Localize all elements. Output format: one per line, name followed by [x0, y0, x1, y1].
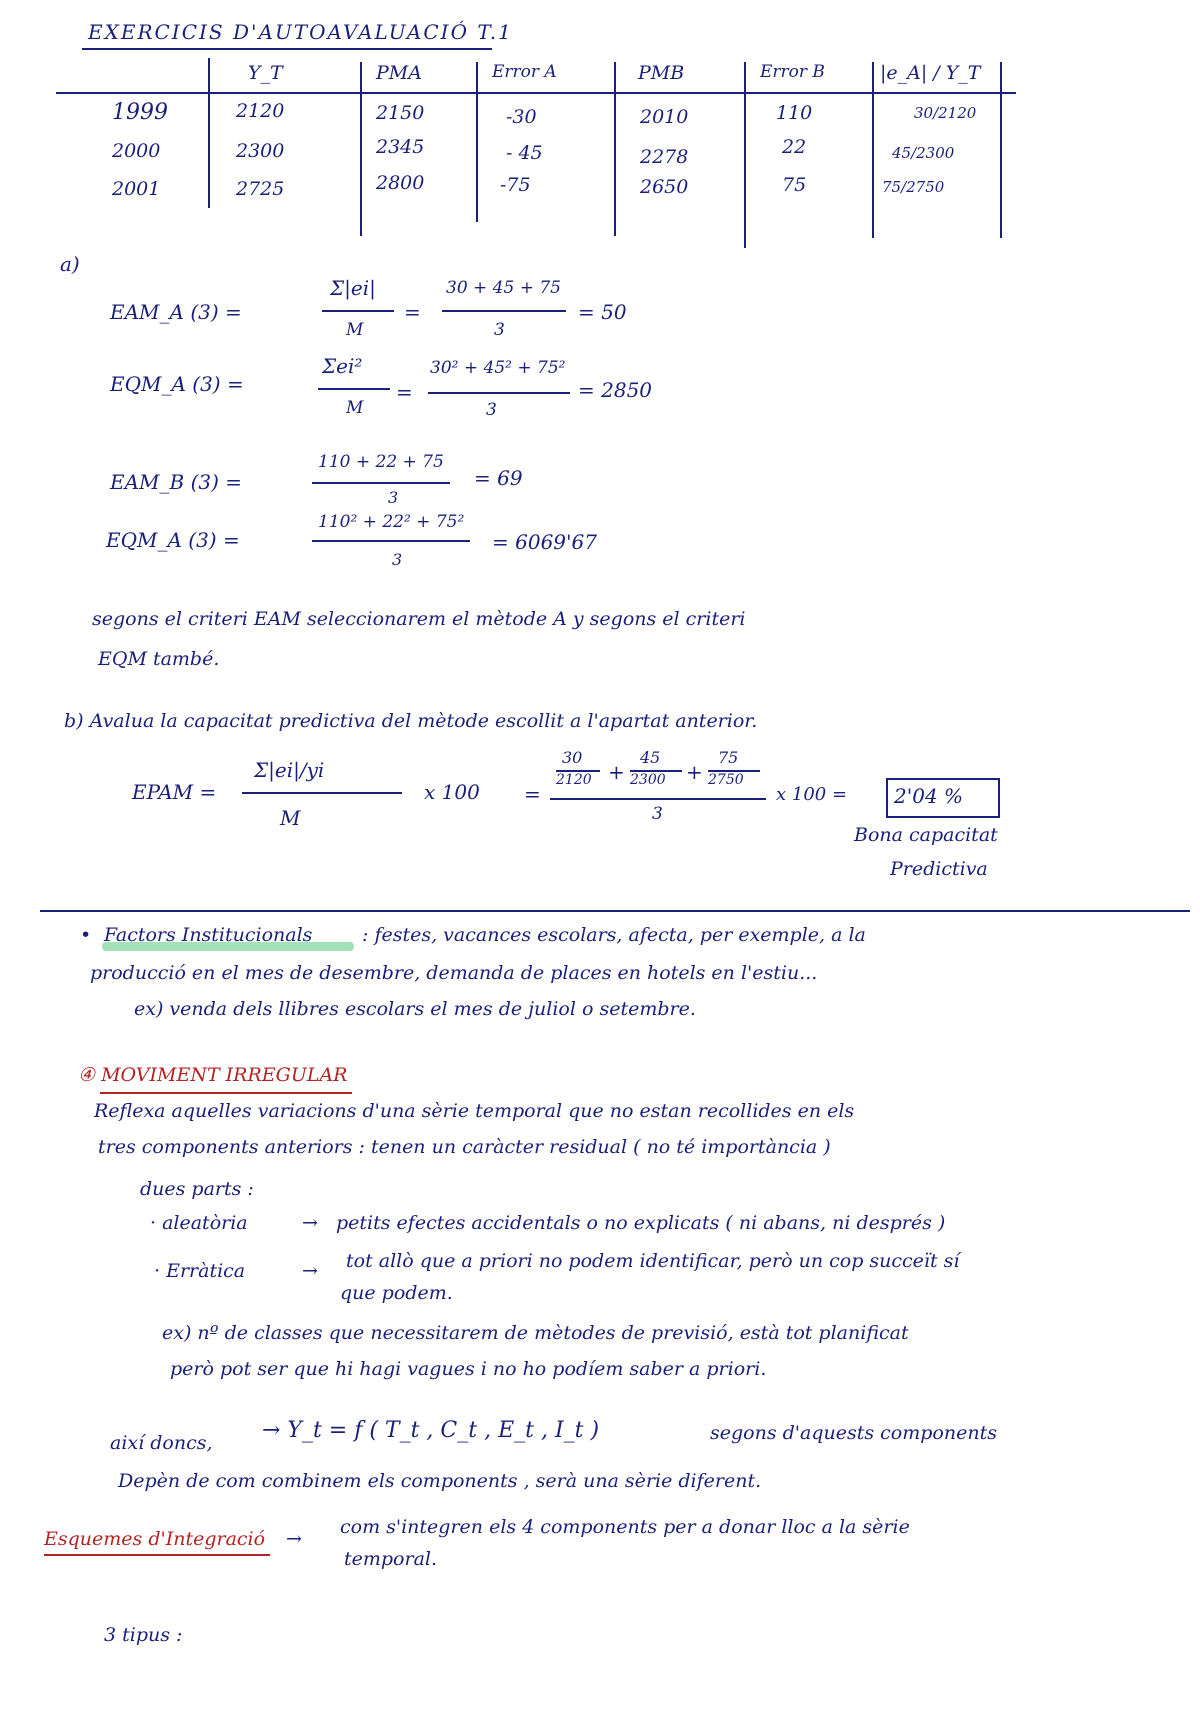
aleatoria-text: petits efectes accidentals o no explicats ( ni abans, ni després )	[336, 1212, 946, 1234]
eam-b-frac-den: 3	[388, 488, 399, 507]
eam-a-lhs: EAM_A (3) =	[110, 300, 242, 324]
institutional-text: : festes, vacances escolars, afecta, per exemple, a la	[362, 924, 866, 946]
eam-a-result: = 50	[578, 300, 627, 324]
eqm-a-frac2-num: 30² + 45² + 75²	[430, 358, 566, 378]
epam-eq: =	[524, 782, 541, 806]
table-cell: 2650	[640, 176, 689, 198]
prediction-note: Bona capacitat	[854, 824, 998, 846]
conclusion-line-2: EQM també.	[98, 648, 220, 670]
plus-sign: +	[608, 760, 625, 784]
fraction-bar	[428, 392, 570, 394]
term2-num: 45	[640, 748, 661, 767]
table-cell: 110	[776, 102, 813, 124]
institutional-title: Factors Institucionals	[104, 924, 313, 946]
formula-prefix: així doncs,	[110, 1432, 213, 1454]
aleatoria-label: · aleatòria	[150, 1212, 248, 1234]
three-types-label: 3 tipus :	[104, 1624, 183, 1646]
eqm-b-frac-den: 3	[392, 550, 403, 569]
times-100-eq: x 100 =	[776, 784, 848, 805]
eqm-a-lhs: EQM_A (3) =	[110, 372, 244, 396]
erratica-label: · Erràtica	[154, 1260, 246, 1282]
eqm-a-frac1-den: M	[346, 398, 364, 418]
conclusion-line-1: segons el criteri EAM seleccionarem el mètode A y segons el criteri	[92, 608, 746, 630]
parts-label: dues parts :	[140, 1178, 254, 1200]
eam-a-eq: =	[404, 300, 421, 324]
fraction-bar	[312, 540, 470, 542]
table-cell: 2150	[376, 102, 425, 124]
bullet: •	[80, 924, 92, 946]
table-cell: 2278	[640, 146, 689, 168]
table-cell: 2010	[640, 106, 689, 128]
section-divider	[40, 910, 1190, 912]
table-header-cell: PMA	[376, 62, 422, 84]
eqm-a-eq: =	[396, 380, 413, 404]
integration-label: Esquemes d'Integració	[44, 1528, 266, 1550]
table-cell: 22	[782, 136, 807, 158]
epam-frac-num: Σ|ei|/yi	[254, 758, 325, 782]
eam-a-frac2-num: 30 + 45 + 75	[446, 278, 561, 298]
label-underline	[44, 1554, 270, 1556]
formula-line-2: Depèn de com combinem els components , serà una sèrie diferent.	[118, 1470, 762, 1492]
fraction-bar	[318, 388, 390, 390]
eqm-b-frac-num: 110² + 22² + 75²	[318, 512, 465, 532]
fraction-bar	[312, 482, 450, 484]
eqm-a-frac2-den: 3	[486, 400, 497, 420]
part-b-statement: b) Avalua la capacitat predictiva del mètode escollit a l'apartat anterior.	[64, 710, 758, 732]
title-underline	[82, 48, 492, 50]
fraction-bar	[242, 792, 402, 794]
integration-text-1: com s'integren els 4 components per a donar lloc a la sèrie	[340, 1516, 910, 1538]
epam-result: 2'04 %	[894, 784, 964, 808]
table-divider	[744, 62, 746, 248]
integration-text-2: temporal.	[344, 1548, 438, 1570]
example-line-1: ex) nº de classes que necessitarem de mètodes de previsió, està tot planificat	[162, 1322, 909, 1344]
table-header-cell: Error B	[760, 62, 825, 82]
fraction-bar	[442, 310, 566, 312]
table-cell: -75	[500, 174, 531, 196]
eam-a-frac1-den: M	[346, 320, 364, 340]
table-divider	[872, 62, 874, 238]
institutional-line2: producció en el mes de desembre, demanda de places en hotels en l'estiu...	[90, 962, 818, 984]
table-divider	[614, 62, 616, 236]
table-cell: 2120	[236, 100, 285, 122]
table-header-cell: Error A	[492, 62, 557, 82]
eam-b-frac-num: 110 + 22 + 75	[318, 452, 444, 472]
table-divider	[476, 62, 478, 222]
table-header-cell: Y_T	[248, 62, 283, 84]
table-cell: 30/2120	[914, 104, 977, 122]
epam-frac-den: M	[280, 806, 301, 830]
table-cell: 2800	[376, 172, 425, 194]
table-header-cell: |e_A| / Y_T	[880, 62, 981, 84]
epam-lhs: EPAM =	[132, 780, 217, 804]
irregular-line-2: tres components anteriors : tenen un caràcter residual ( no té importància )	[98, 1136, 831, 1158]
table-cell: 2345	[376, 136, 425, 158]
composition-formula: → Y_t = f ( T_t , C_t , E_t , I_t )	[262, 1418, 600, 1443]
irregular-title: ④ MOVIMENT IRREGULAR	[78, 1064, 348, 1086]
part-a-label: a)	[60, 252, 80, 276]
irregular-line-1: Reflexa aquelles variacions d'una sèrie temporal que no estan recollides en els	[94, 1100, 855, 1122]
term3-den: 2750	[708, 772, 744, 788]
term1-den: 2120	[556, 772, 592, 788]
table-cell: 45/2300	[892, 144, 955, 162]
big-den: 3	[652, 804, 663, 824]
term1-num: 30	[562, 748, 583, 767]
eqm-a-result: = 2850	[578, 378, 653, 402]
table-cell: -30	[506, 106, 537, 128]
table-cell: 75	[782, 174, 807, 196]
table-cell: - 45	[506, 142, 543, 164]
prediction-note: Predictiva	[890, 858, 988, 880]
table-divider	[360, 62, 362, 236]
eqm-b-result: = 6069'67	[492, 530, 597, 554]
epam-times-100: x 100	[424, 780, 480, 804]
eam-a-frac1-num: Σ|ei|	[330, 276, 376, 300]
table-row-year: 1999	[112, 100, 168, 125]
eam-a-frac2-den: 3	[494, 320, 505, 340]
table-header-cell: PMB	[638, 62, 685, 84]
page-title: EXERCICIS D'AUTOAVALUACIÓ T.1	[88, 20, 513, 44]
table-cell: 2300	[236, 140, 285, 162]
fraction-bar	[322, 310, 394, 312]
fraction-bar	[550, 798, 766, 800]
eam-b-result: = 69	[474, 466, 523, 490]
table-row-year: 2000	[112, 140, 161, 162]
example-line-2: però pot ser que hi hagi vagues i no ho podíem saber a priori.	[170, 1358, 767, 1380]
table-cell: 75/2750	[882, 178, 945, 196]
arrow-icon: →	[302, 1212, 318, 1234]
plus-sign: +	[686, 760, 703, 784]
table-row-year: 2001	[112, 178, 161, 200]
formula-suffix: segons d'aquests components	[710, 1422, 997, 1444]
eqm-b-lhs: EQM_A (3) =	[106, 528, 240, 552]
title-underline	[100, 1092, 352, 1094]
erratica-text-2: que podem.	[340, 1282, 453, 1304]
term2-den: 2300	[630, 772, 666, 788]
term3-num: 75	[718, 748, 739, 767]
table-divider	[1000, 62, 1002, 238]
erratica-text-1: tot allò que a priori no podem identificar, però un cop succeït sí	[346, 1250, 960, 1272]
eqm-a-frac1-num: Σei²	[322, 354, 363, 378]
eam-b-lhs: EAM_B (3) =	[110, 470, 243, 494]
arrow-icon: →	[302, 1260, 318, 1282]
table-cell: 2725	[236, 178, 285, 200]
arrow-icon: →	[286, 1528, 302, 1550]
institutional-example: ex) venda dels llibres escolars el mes de juliol o setembre.	[134, 998, 696, 1020]
table-divider	[208, 58, 210, 208]
